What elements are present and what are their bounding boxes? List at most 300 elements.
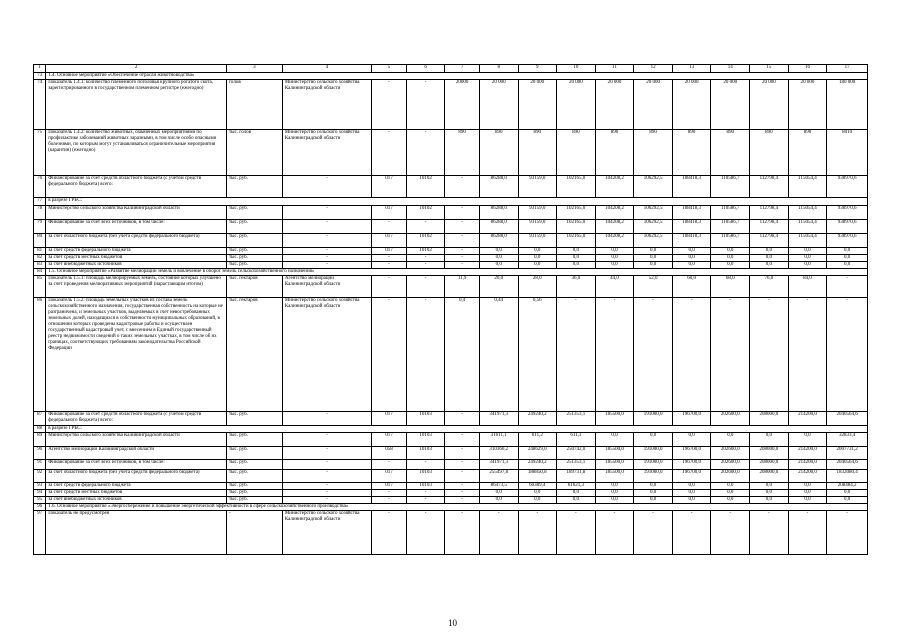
row-col5: -: [372, 490, 407, 497]
row-value: 611,2: [518, 433, 557, 447]
row-value: 93159,0: [518, 176, 557, 198]
row-col6: 10103: [406, 483, 445, 490]
row-value: 0,0: [788, 262, 827, 269]
row-executor: -: [282, 176, 371, 198]
row-value: 0,0: [711, 255, 750, 262]
row-value: 214200,0: [788, 447, 827, 460]
row-value: 112798,4: [750, 206, 789, 220]
row-value: 249240,2: [518, 412, 557, 426]
page-number: 10: [448, 618, 457, 628]
row-col6: 10103: [406, 447, 445, 460]
row-col7: 11,9: [445, 276, 480, 298]
row-value: 0,0: [479, 248, 518, 255]
row-value: 0,0: [672, 490, 711, 497]
row-col6: -: [406, 298, 445, 412]
row-value: 202600,0: [711, 412, 750, 426]
table-row: [34, 412, 868, 426]
section-row: [34, 426, 868, 433]
row-total: 8010: [827, 130, 868, 176]
section-title: в разрезе ГРБС:: [46, 426, 868, 433]
row-col7: -: [445, 447, 480, 460]
row-col7: -: [445, 255, 480, 262]
row-unit: тыс. голов: [227, 130, 283, 176]
row-value: 0,0: [595, 262, 634, 269]
row-value: -: [595, 511, 634, 555]
row-col6: 10103: [406, 433, 445, 447]
row-col7: -: [445, 460, 480, 470]
row-value: 0,0: [672, 248, 711, 255]
row-value: 890: [634, 130, 673, 176]
row-value: 0,0: [711, 497, 750, 504]
row-number: 84: [34, 269, 46, 276]
row-value: 0,0: [750, 497, 789, 504]
row-number: 83: [34, 262, 46, 269]
section-title: в разрезе ГРБС:: [46, 198, 868, 206]
row-col5: -: [372, 511, 407, 555]
row-col6: -: [406, 490, 445, 497]
row-number: 94: [34, 490, 46, 497]
row-value: 106292,5: [634, 176, 673, 198]
row-value: 188850,8: [518, 470, 557, 483]
table-row: [34, 483, 868, 490]
column-number-cell: 4: [282, 65, 371, 73]
row-col5: 058: [372, 447, 407, 460]
row-value: 202600,0: [711, 460, 750, 470]
row-value: 68,0: [711, 276, 750, 298]
column-number-cell: 15: [750, 65, 789, 73]
column-number-cell: 2: [46, 65, 227, 73]
row-total: 32833,4: [827, 433, 868, 447]
row-executor: Министерство сельского хозяйства Калининградской области: [282, 298, 371, 412]
row-executor: -: [282, 497, 371, 504]
table-row: [34, 511, 868, 555]
row-value: 86288,0: [479, 176, 518, 198]
row-value: 28,0: [518, 276, 557, 298]
row-value: -: [672, 511, 711, 555]
row-value: 0,0: [634, 490, 673, 497]
row-number: 87: [34, 412, 46, 426]
column-number-row: [34, 65, 868, 73]
row-description: за счет внебюджетных источников: [46, 497, 227, 504]
row-number: 74: [34, 80, 46, 130]
row-number: 76: [34, 176, 46, 198]
row-description: Показатель 1.5.2: площадь земельных участков из состава земель сельскохозяйственного назначения, государственная собственность на которые не разграничена, и земельных участков, выделяемых в счет невостребованных земельных долей, находящихся в собственности муниципальных образований, в отношении которых проведены кадастровые работы и осуществлен государственный кадастровый учет, с внесением в Единый государственный реестр недвижимости сведений о таких земельных участках, в том числе об их границах, соответствующих требованиям законодательства Российской Федерации: [46, 298, 227, 412]
row-value: 185500,0: [595, 447, 634, 460]
row-col6: -: [406, 460, 445, 470]
row-value: 202600,0: [711, 470, 750, 483]
row-description: за счет средств федерального бюджета: [46, 248, 227, 255]
row-total: 2040564,6: [827, 460, 868, 470]
row-col7: 0,4: [445, 298, 480, 412]
row-description: Финансирование за счет средств областного бюджета (с учетом средств федерального бюджета) всего:: [46, 412, 227, 426]
row-value: 208000,0: [750, 460, 789, 470]
row-value: 115054,4: [788, 234, 827, 248]
row-value: 20 000: [788, 80, 827, 130]
row-col7: -: [445, 470, 480, 483]
row-col7: -: [445, 433, 480, 447]
row-total: 938970,6: [827, 206, 868, 220]
row-unit: тыс. гектаров: [227, 276, 283, 298]
row-value: 0,0: [750, 248, 789, 255]
row-executor: -: [282, 483, 371, 490]
row-value: -: [557, 298, 596, 412]
row-number: 97: [34, 511, 46, 555]
table-row: [34, 433, 868, 447]
row-value: 214200,0: [788, 460, 827, 470]
row-value: 0,0: [711, 248, 750, 255]
row-unit: тыс. руб.: [227, 248, 283, 255]
row-value: 0,56: [518, 298, 557, 412]
row-value: 112798,4: [750, 234, 789, 248]
row-executor: Агентство мелиорации Калининградской области: [282, 276, 371, 298]
row-col6: 10102: [406, 176, 445, 198]
row-value: 0,0: [634, 433, 673, 447]
column-number-cell: 11: [595, 65, 634, 73]
row-col7: -: [445, 220, 480, 234]
row-col5: -: [372, 262, 407, 269]
row-col6: -: [406, 220, 445, 234]
row-value: 890: [557, 130, 596, 176]
row-unit: тыс. руб.: [227, 206, 283, 220]
row-total: 938970,6: [827, 176, 868, 198]
row-value: 0,0: [634, 262, 673, 269]
row-value: 196700,0: [672, 460, 711, 470]
row-value: 0,0: [750, 262, 789, 269]
row-value: -: [479, 511, 518, 555]
row-value: 0,0: [750, 490, 789, 497]
row-value: 249240,2: [518, 460, 557, 470]
row-executor: -: [282, 206, 371, 220]
row-value: 208000,0: [750, 447, 789, 460]
row-unit: тыс. руб.: [227, 220, 283, 234]
row-value: 106292,5: [634, 234, 673, 248]
section-title: 1.4. Основное мероприятие «Обеспечение отрасли животноводства»: [46, 73, 868, 80]
row-value: 0,0: [788, 255, 827, 262]
row-value: 0,0: [788, 433, 827, 447]
row-description: за счет средств федерального бюджета: [46, 483, 227, 490]
row-value: -: [750, 511, 789, 555]
row-value: 0,0: [595, 490, 634, 497]
row-col7: -: [445, 176, 480, 198]
section-title: 1.6. Основное мероприятие «Энергосбережение и повышение энергетической эффективности в сфере сельскохозяйственного производства»: [46, 504, 868, 511]
row-value: 0,0: [557, 262, 596, 269]
row-value: -: [634, 298, 673, 412]
row-value: 0,0: [711, 262, 750, 269]
row-executor: Министерство сельского хозяйства Калининградской области: [282, 511, 371, 555]
row-value: 86473,5: [479, 483, 518, 490]
row-value: 102165,0: [557, 234, 596, 248]
row-value: 196700,0: [672, 447, 711, 460]
program-table: [33, 64, 868, 555]
row-number: 96: [34, 504, 46, 511]
row-value: 0,0: [595, 483, 634, 490]
column-number-cell: 5: [372, 65, 407, 73]
row-col6: -: [406, 497, 445, 504]
row-value: 86288,0: [479, 234, 518, 248]
row-description: Показатель не предусмотрен: [46, 511, 227, 555]
column-number-cell: 8: [479, 65, 518, 73]
row-value: 611,3: [557, 433, 596, 447]
row-description: за счет областного бюджета (без учета средств федерального бюджета): [46, 234, 227, 248]
row-value: 106292,5: [634, 206, 673, 220]
row-value: 102165,0: [557, 220, 596, 234]
row-value: 106292,5: [634, 220, 673, 234]
row-description: за счет областного бюджета (без учета средств федерального бюджета): [46, 470, 227, 483]
column-number-cell: 14: [711, 65, 750, 73]
row-total: 0,0: [827, 490, 868, 497]
row-col7: -: [445, 234, 480, 248]
column-number-cell: 1: [34, 65, 46, 73]
row-col7: -: [445, 483, 480, 490]
row-col7: -: [445, 412, 480, 426]
row-value: 0,0: [479, 497, 518, 504]
row-value: 0,0: [750, 483, 789, 490]
row-value: 36,0: [557, 276, 596, 298]
row-value: 0,0: [518, 490, 557, 497]
row-value: 20 000: [750, 80, 789, 130]
row-col7: -: [445, 497, 480, 504]
row-executor: -: [282, 255, 371, 262]
row-value: 341971,3: [479, 460, 518, 470]
row-value: 890: [595, 130, 634, 176]
row-value: 0,0: [788, 497, 827, 504]
row-description: Министерство сельского хозяйства Калининградской области: [46, 433, 227, 447]
table-row: [34, 298, 868, 412]
row-value: 0,0: [518, 248, 557, 255]
row-unit: тыс. руб.: [227, 447, 283, 460]
row-value: 0,0: [672, 497, 711, 504]
row-value: 20 000: [711, 80, 750, 130]
row-value: 890: [711, 130, 750, 176]
row-description: Агентство мелиорации Калининградской области: [46, 447, 227, 460]
row-col6: -: [406, 255, 445, 262]
row-value: 112798,4: [750, 220, 789, 234]
row-col5: -: [372, 460, 407, 470]
row-value: 110586,7: [711, 176, 750, 198]
row-value: 310360,2: [479, 447, 518, 460]
row-value: 202600,0: [711, 447, 750, 460]
table-row: [34, 497, 868, 504]
row-number: 92: [34, 470, 46, 483]
row-number: 78: [34, 206, 46, 220]
row-value: -: [634, 511, 673, 555]
row-value: 20 000: [672, 80, 711, 130]
row-col7: -: [445, 262, 480, 269]
column-number-cell: 13: [672, 65, 711, 73]
row-col6: -: [406, 262, 445, 269]
table-row: [34, 176, 868, 198]
row-value: 0,0: [557, 255, 596, 262]
section-title: 1.5. Основное мероприятие «Развитие мелиорации земель и вовлечение в оборот земель сельскохозяйственного назначения»: [46, 269, 868, 276]
row-value: 248629,0: [518, 447, 557, 460]
row-value: 0,0: [518, 255, 557, 262]
row-total: 0,0: [827, 255, 868, 262]
row-value: 0,44: [479, 298, 518, 412]
row-number: 80: [34, 234, 46, 248]
row-value: 104208,2: [595, 206, 634, 220]
row-description: Финансирование за счет средств областного бюджета (с учетом средств федерального бюджета) всего:: [46, 176, 227, 198]
row-number: 79: [34, 220, 46, 234]
row-executor: -: [282, 490, 371, 497]
row-value: 0,0: [750, 433, 789, 447]
row-value: 0,0: [479, 262, 518, 269]
row-value: 191000,0: [634, 412, 673, 426]
row-total: 0,0: [827, 497, 868, 504]
row-col7: -: [445, 206, 480, 220]
row-total: -: [827, 276, 868, 298]
row-value: 185500,0: [595, 470, 634, 483]
row-executor: -: [282, 433, 371, 447]
row-value: 185500,0: [595, 460, 634, 470]
row-value: 86288,0: [479, 206, 518, 220]
table-row: [34, 130, 868, 176]
section-row: [34, 73, 868, 80]
row-value: 0,0: [634, 255, 673, 262]
row-value: 0,0: [595, 248, 634, 255]
row-number: 73: [34, 73, 46, 80]
row-value: -: [595, 298, 634, 412]
table-row: [34, 248, 868, 255]
row-col7: 20000: [445, 80, 480, 130]
row-value: 60,0: [672, 276, 711, 298]
row-value: 86288,0: [479, 220, 518, 234]
row-value: 890: [518, 130, 557, 176]
row-unit: тыс. гектаров: [227, 298, 283, 412]
row-unit: тыс. руб.: [227, 176, 283, 198]
row-col5: -: [372, 497, 407, 504]
row-col6: 10102: [406, 248, 445, 255]
row-number: 91: [34, 460, 46, 470]
row-value: 890: [672, 130, 711, 176]
row-executor: -: [282, 447, 371, 460]
row-description: за счет средств местных бюджетов: [46, 255, 227, 262]
row-value: -: [711, 511, 750, 555]
row-value: 0,0: [634, 248, 673, 255]
row-col5: -: [372, 298, 407, 412]
row-col7: 890: [445, 130, 480, 176]
row-value: 0,0: [479, 490, 518, 497]
row-value: 20 000: [595, 80, 634, 130]
row-number: 86: [34, 298, 46, 412]
row-executor: -: [282, 412, 371, 426]
row-value: 108418,3: [672, 176, 711, 198]
row-executor: Министерство сельского хозяйства Калининградской области: [282, 130, 371, 176]
row-col5: 017: [372, 234, 407, 248]
row-total: 0,0: [827, 262, 868, 269]
row-value: 0,0: [672, 433, 711, 447]
row-col6: 10103: [406, 470, 445, 483]
row-value: 208000,0: [750, 470, 789, 483]
row-value: 0,0: [788, 483, 827, 490]
row-value: 0,0: [788, 490, 827, 497]
row-value: 112798,4: [750, 176, 789, 198]
row-total: 2007731,2: [827, 447, 868, 460]
row-col7: -: [445, 490, 480, 497]
table-row: [34, 490, 868, 497]
row-total: 2040564,6: [827, 412, 868, 426]
row-unit: тыс. руб.: [227, 412, 283, 426]
row-value: -: [672, 298, 711, 412]
row-unit: тыс. руб.: [227, 460, 283, 470]
row-value: 890: [788, 130, 827, 176]
row-total: 208484,2: [827, 483, 868, 490]
row-value: 110586,7: [711, 234, 750, 248]
row-value: -: [788, 511, 827, 555]
row-value: 196700,0: [672, 470, 711, 483]
row-value: 0,0: [557, 248, 596, 255]
table-row: [34, 460, 868, 470]
row-unit: тыс. руб.: [227, 262, 283, 269]
column-number-cell: 17: [827, 65, 868, 73]
row-value: -: [788, 298, 827, 412]
row-value: 60389,4: [518, 483, 557, 490]
row-col6: -: [406, 276, 445, 298]
column-number-cell: 3: [227, 65, 283, 73]
row-value: 196700,0: [672, 412, 711, 426]
row-description: за счет внебюджетных источников: [46, 262, 227, 269]
row-value: 251353,1: [557, 412, 596, 426]
row-col6: -: [406, 80, 445, 130]
row-unit: тыс. руб.: [227, 497, 283, 504]
row-col6: -: [406, 130, 445, 176]
row-total: 180 000: [827, 80, 868, 130]
row-col7: -: [445, 511, 480, 555]
row-total: -: [827, 298, 868, 412]
section-row: [34, 198, 868, 206]
row-value: 0,0: [479, 255, 518, 262]
row-unit: голов: [227, 80, 283, 130]
row-value: 185500,0: [595, 412, 634, 426]
row-executor: -: [282, 262, 371, 269]
row-value: 191000,0: [634, 470, 673, 483]
row-number: 81: [34, 248, 46, 255]
row-executor: -: [282, 220, 371, 234]
row-value: 214200,0: [788, 412, 827, 426]
row-value: 191000,0: [634, 447, 673, 460]
row-value: 20 000: [634, 80, 673, 130]
table-row: [34, 276, 868, 298]
row-value: 102165,0: [557, 176, 596, 198]
row-value: 93159,0: [518, 206, 557, 220]
column-number-cell: 9: [518, 65, 557, 73]
row-value: 108418,3: [672, 234, 711, 248]
row-col6: 10102: [406, 234, 445, 248]
table-row: [34, 234, 868, 248]
row-value: 890: [479, 130, 518, 176]
row-executor: -: [282, 248, 371, 255]
row-value: 0,0: [518, 262, 557, 269]
table-row: [34, 220, 868, 234]
row-number: 90: [34, 447, 46, 460]
row-value: -: [557, 511, 596, 555]
row-value: -: [711, 298, 750, 412]
row-value: 250742,0: [557, 447, 596, 460]
row-value: 102165,0: [557, 206, 596, 220]
row-executor: Министерство сельского хозяйства Калининградской области: [282, 80, 371, 130]
row-executor: -: [282, 470, 371, 483]
row-col5: 017: [372, 176, 407, 198]
row-value: 108418,3: [672, 220, 711, 234]
row-value: 93159,0: [518, 234, 557, 248]
row-total: 938970,6: [827, 234, 868, 248]
column-number-cell: 10: [557, 65, 596, 73]
row-number: 85: [34, 276, 46, 298]
row-value: 104208,2: [595, 176, 634, 198]
section-row: [34, 269, 868, 276]
row-value: 189731,8: [557, 470, 596, 483]
row-unit: тыс. руб.: [227, 470, 283, 483]
row-executor: -: [282, 234, 371, 248]
